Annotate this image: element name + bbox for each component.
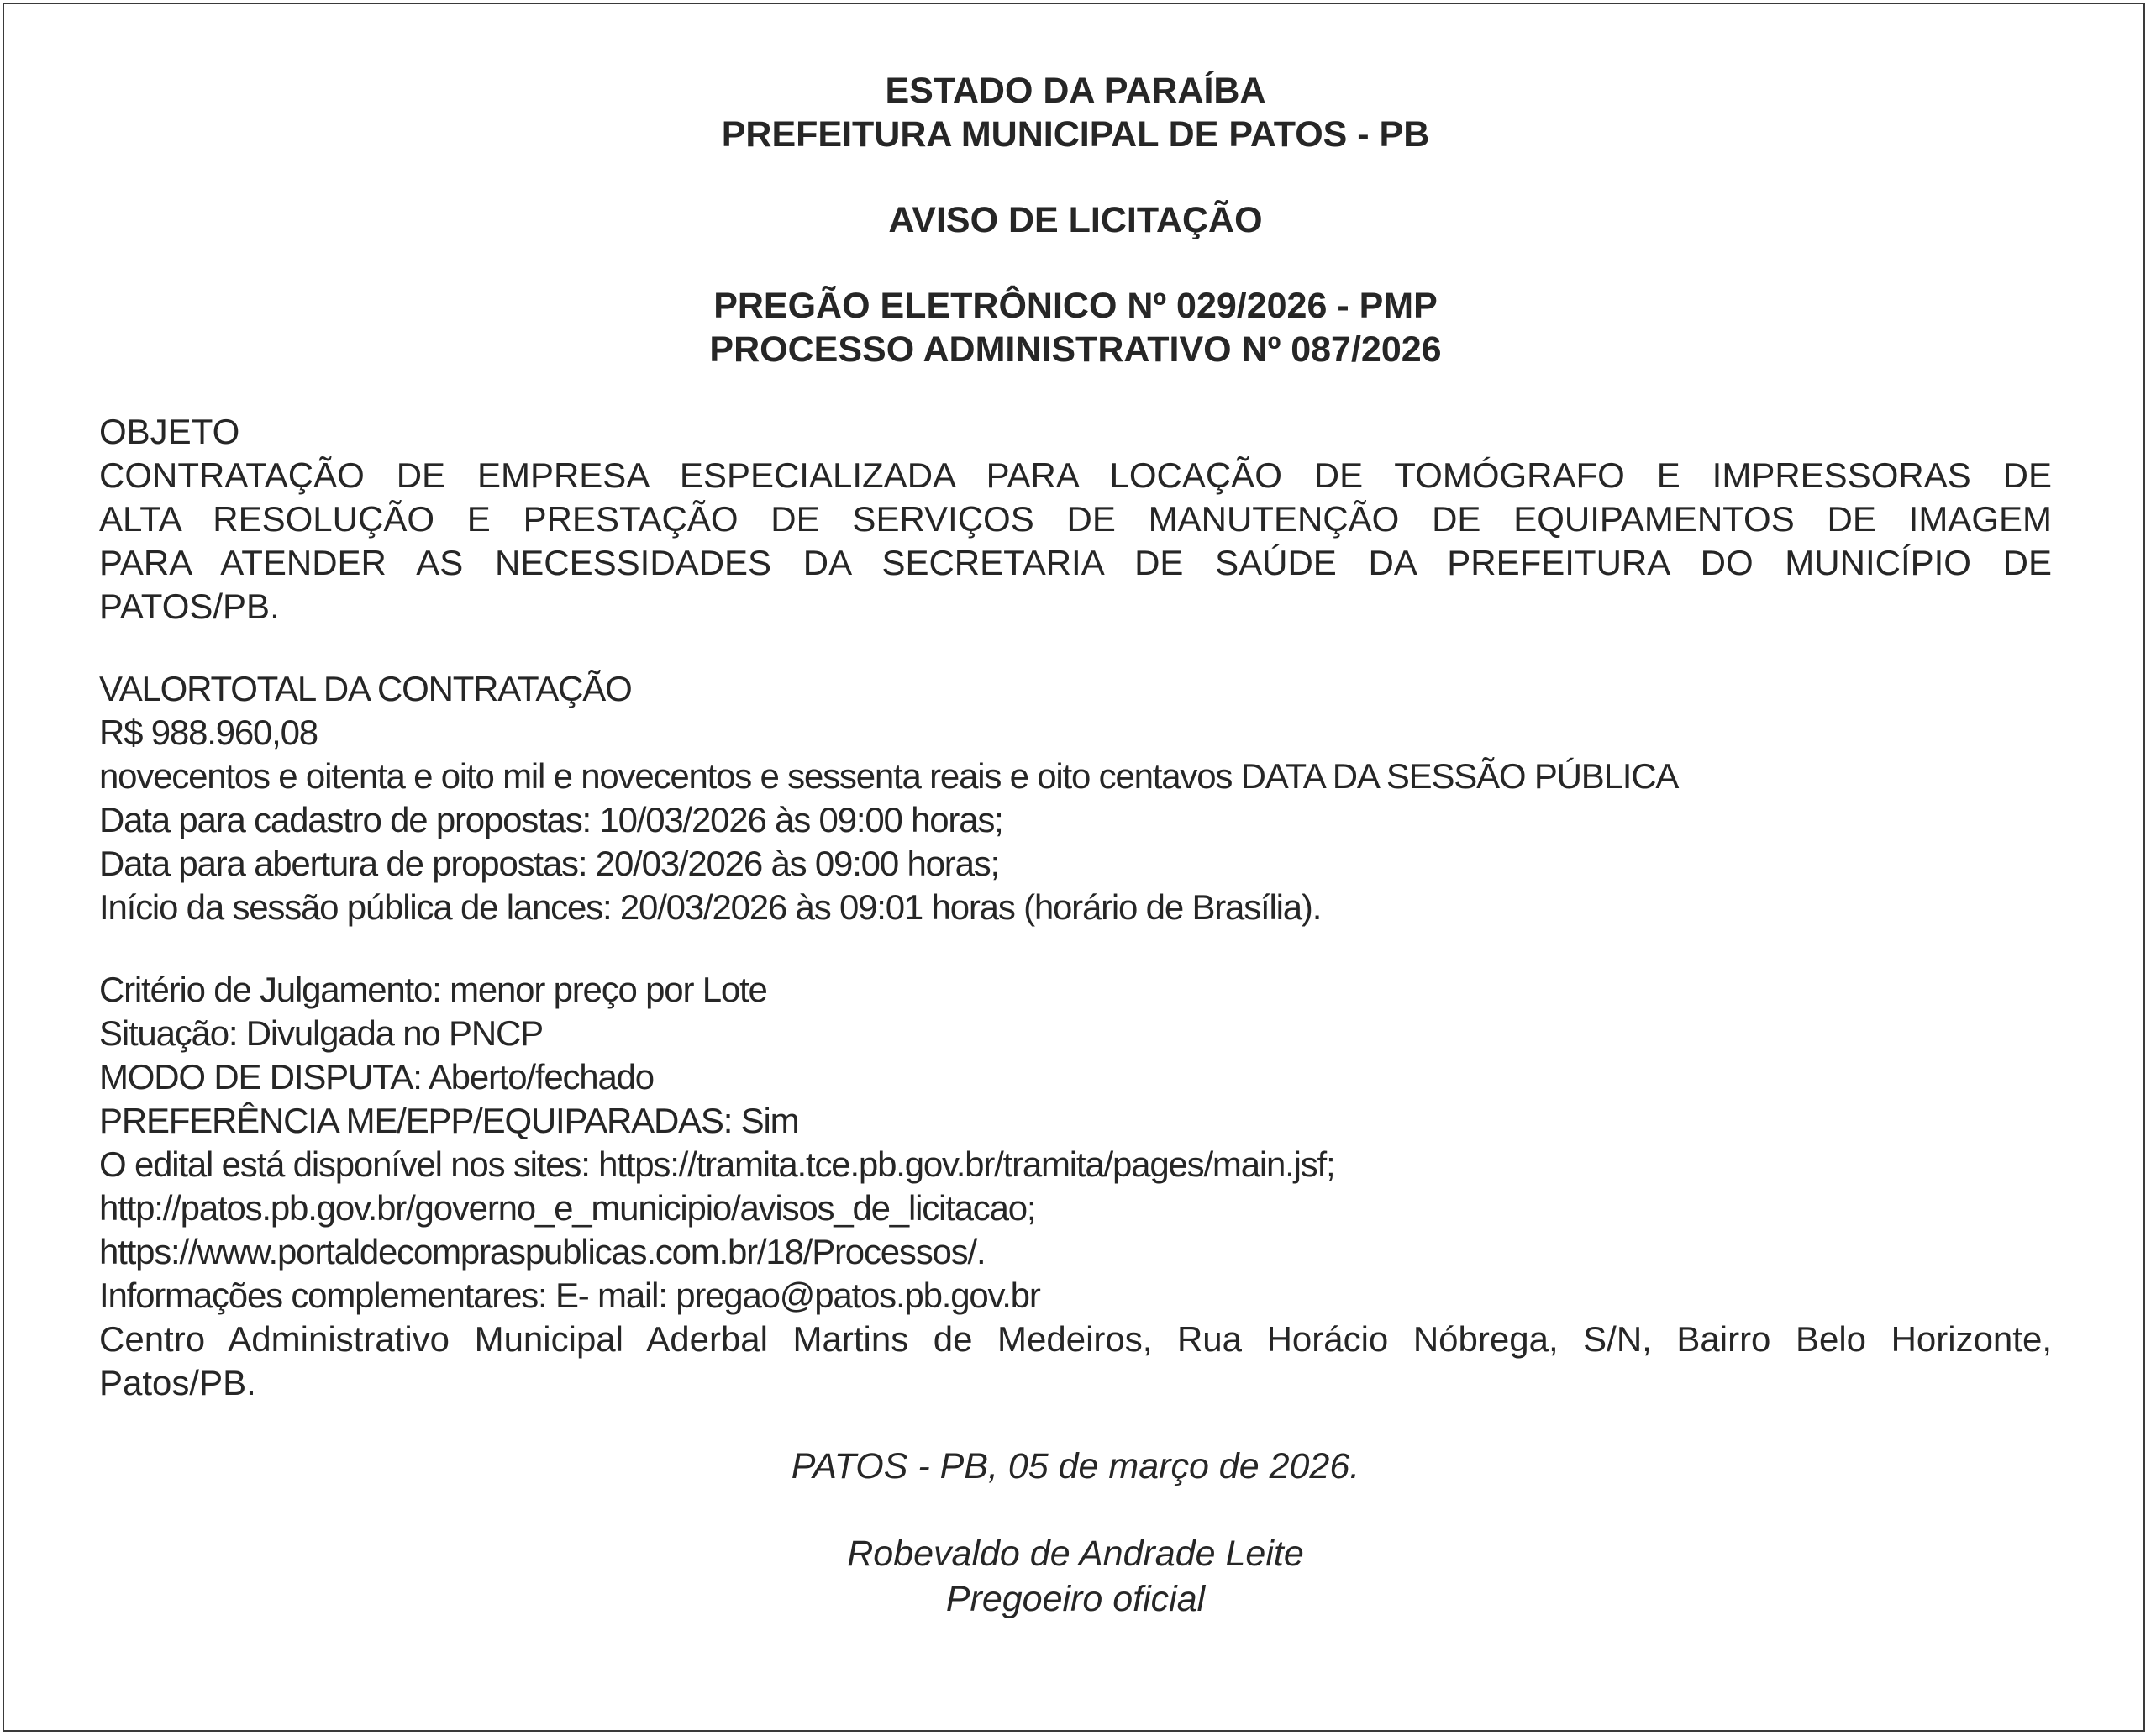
state-heading: ESTADO DA PARAÍBA bbox=[885, 71, 1266, 111]
valor-section bbox=[99, 667, 2052, 929]
data-cadastro: Data para cadastro de propostas: 10/03/2026 às 09:00 horas; bbox=[99, 800, 1003, 839]
address-line-1: Centro Administrativo Municipal Aderbal Martins de Medeiros, Rua Horácio Nóbrega, S/N, Bairro Belo Horizonte, bbox=[99, 1319, 2052, 1359]
document-footer bbox=[99, 1444, 2052, 1622]
criterio-julgamento: Critério de Julgamento: menor preço por Lote bbox=[99, 970, 767, 1009]
valor-extenso: novecentos e oitenta e oito mil e novecentos e sessenta reais e oito centavos DATA DA SESSÃO PÚBLICA bbox=[99, 756, 1679, 796]
data-abertura: Data para abertura de propostas: 20/03/2026 às 09:00 horas; bbox=[99, 844, 999, 883]
valor-label: VALORTOTAL DA CONTRATAÇÃO bbox=[99, 669, 632, 708]
modo-disputa: MODO DE DISPUTA: Aberto/fechado bbox=[99, 1057, 654, 1097]
data-inicio-lances: Início da sessão pública de lances: 20/03/2026 às 09:01 horas (horário de Brasília). bbox=[99, 887, 1322, 927]
notice-title: AVISO DE LICITAÇÃO bbox=[888, 200, 1263, 240]
notice-content bbox=[99, 69, 2052, 1622]
edital-site-2: http://patos.pb.gov.br/governo_e_municipio/avisos_de_licitacao; bbox=[99, 1188, 1036, 1228]
objeto-line-1: CONTRATAÇÃO DE EMPRESA ESPECIALIZADA PARA LOCAÇÃO DE TOMÓGRAFO E IMPRESSORAS DE bbox=[99, 455, 2052, 495]
objeto-section bbox=[99, 410, 2052, 629]
objeto-line-3: PARA ATENDER AS NECESSIDADES DA SECRETARIA DE SAÚDE DA PREFEITURA DO MUNICÍPIO DE bbox=[99, 543, 2052, 582]
details-section bbox=[99, 968, 2052, 1405]
informacoes-complementares: Informações complementares: E- mail: pregao@patos.pb.gov.br bbox=[99, 1276, 1040, 1315]
objeto-line-2: ALTA RESOLUÇÃO E PRESTAÇÃO DE SERVIÇOS DE MANUTENÇÃO DE EQUIPAMENTOS DE IMAGEM bbox=[99, 499, 2052, 539]
pregao-number: PREGÃO ELETRÔNICO Nº 029/2026 - PMP bbox=[713, 286, 1438, 326]
signer-role: Pregoeiro oficial bbox=[945, 1579, 1206, 1619]
municipality-heading: PREFEITURA MUNICIPAL DE PATOS - PB bbox=[721, 114, 1430, 155]
processo-number: PROCESSO ADMINISTRATIVO Nº 087/2026 bbox=[709, 329, 1442, 370]
signer-name: Robevaldo de Andrade Leite bbox=[847, 1533, 1304, 1574]
valor-amount: R$ 988.960,08 bbox=[99, 713, 318, 752]
edital-site-3: https://www.portaldecompraspublicas.com.br/18/Processos/. bbox=[99, 1232, 986, 1271]
preferencia: PREFERÊNCIA ME/EPP/EQUIPARADAS: Sim bbox=[99, 1101, 799, 1140]
place-date: PATOS - PB, 05 de março de 2026. bbox=[791, 1446, 1360, 1486]
situacao: Situação: Divulgada no PNCP bbox=[99, 1013, 543, 1053]
edital-sites: O edital está disponível nos sites: https://tramita.tce.pb.gov.br/tramita/pages/main.jsf; bbox=[99, 1144, 1335, 1184]
objeto-line-4: PATOS/PB. bbox=[99, 587, 280, 626]
objeto-label: OBJETO bbox=[99, 412, 240, 451]
address-line-2: Patos/PB. bbox=[99, 1363, 256, 1402]
document-header bbox=[99, 69, 2052, 371]
